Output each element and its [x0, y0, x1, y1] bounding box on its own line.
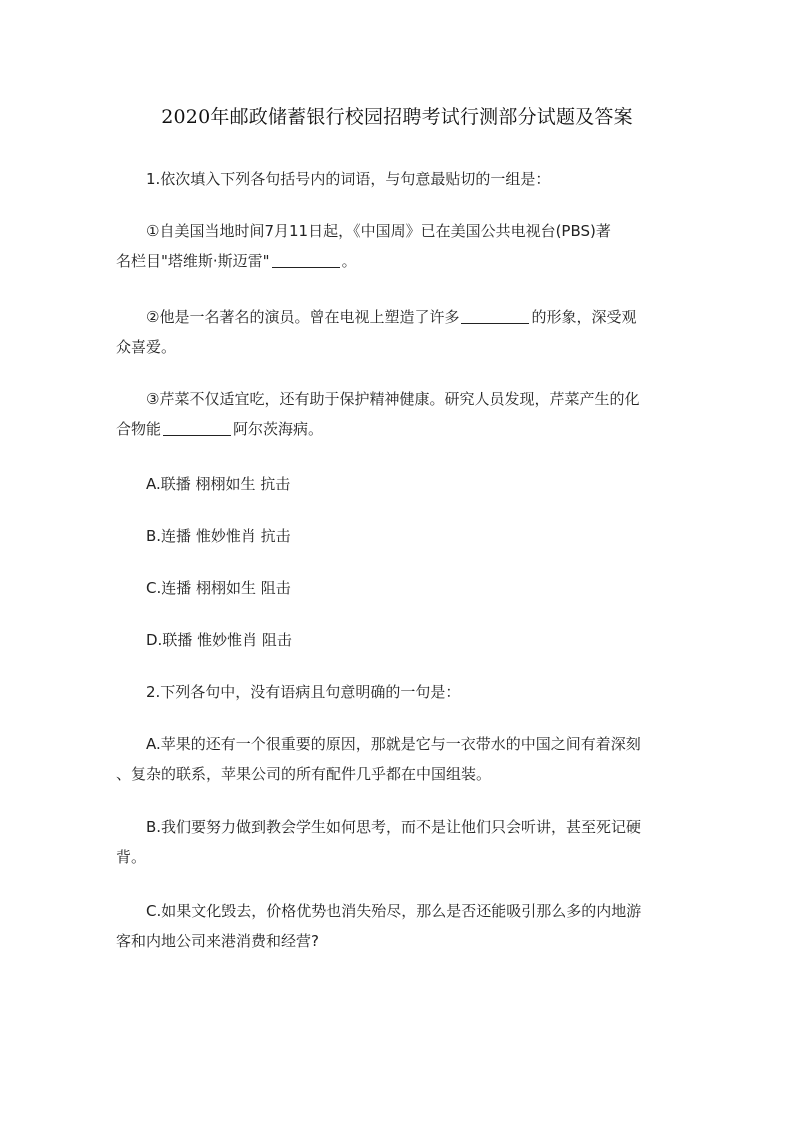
document-title: 2020年邮政储蓄银行校园招聘考试行测部分试题及答案	[161, 106, 633, 128]
question-2-option-c: C.如果文化毁去，价格优势也消失殆尽，那么是否还能吸引那么多的内地游 客和内地公司来港消费和经营?	[116, 902, 642, 950]
question-1-sentence-1: ①自美国当地时间7月11日起，《中国周》已在美国公共电视台(PBS)著 名栏目"塔维斯·斯迈雷" 。	[116, 222, 611, 270]
question-1-option-a: A.联播 栩栩如生 抗击	[146, 475, 291, 493]
question-1-stem: 1.依次填入下列各句括号内的词语，与句意最贴切的一组是：	[146, 170, 551, 188]
question-1-sentence-3: ③芹菜不仅适宜吃，还有助于保护精神健康。研究人员发现，芹菜产生的化 合物能 阿尔茨海病。	[116, 390, 640, 438]
question-1-option-b: B.连播 惟妙惟肖 抗击	[146, 527, 291, 545]
question-2-option-a: A.苹果的还有一个很重要的原因，那就是它与一衣带水的中国之间有着深刻 、复杂的联系，苹果公司的所有配件几乎都在中国组装。	[116, 735, 641, 783]
question-1-option-d: D.联播 惟妙惟肖 阻击	[146, 631, 292, 649]
question-1-sentence-2: ②他是一名著名的演员。曾在电视上塑造了许多 的形象，深受观 众喜爱。	[116, 308, 637, 356]
fill-blank-2	[461, 307, 529, 324]
question-2-stem: 2.下列各句中，没有语病且句意明确的一句是：	[146, 683, 461, 701]
question-2-option-b: B.我们要努力做到教会学生如何思考，而不是让他们只会听讲，甚至死记硬 背。	[116, 818, 642, 866]
fill-blank-1	[272, 251, 340, 268]
fill-blank-3	[163, 419, 231, 436]
question-1-option-c: C.连播 栩栩如生 阻击	[146, 579, 291, 597]
